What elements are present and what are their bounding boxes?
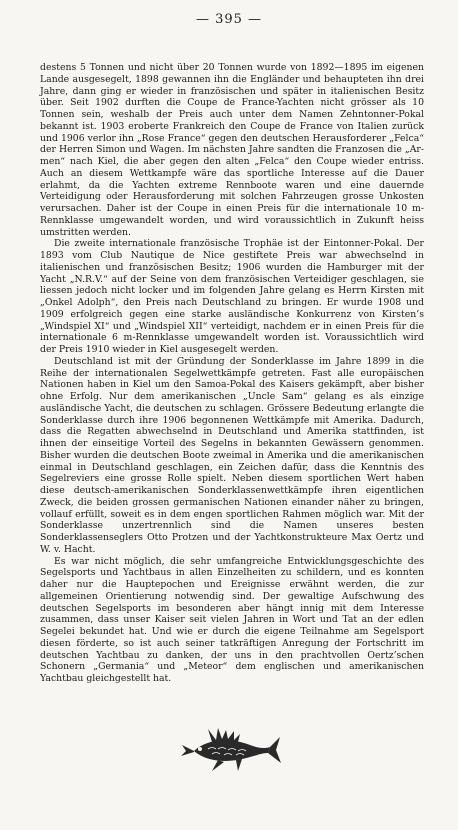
fish-tailpiece-icon — [178, 725, 282, 773]
body-text — [40, 62, 424, 685]
page-number: — 395 — — [195, 12, 263, 27]
paragraph-conclusion: Es war nicht möglich, die sehr umfangreiche Entwicklungsgeschichte des Segelsports und Yachtbaus in allen Einzelheiten zu schildern, und es konnten daher nur die Hauptepochen und Ereignisse erwähnt werden, die zur allgemeinen Orientierung notwendig sind. Der gewaltige Aufschwung des deutschen Segelsports im besonderen aber hängt innig mit dem Interesse zusammen, dass unser Kaiser seit vielen Jahren in Wort und Tat an der edlen Segelei bekundet hat. Und wie er durch die eigene Teilnahme am Segelsport diesen förderte, so ist auch seiner tatkräftigen Anregung der Fortschritt im deutschen Yachtbau zu danken, der uns in den prachtvollen Oertz’schen Schonern „Germania“ und „Meteor“ dem englischen und amerikanischen Yachtbau gleichgestellt hat. — [40, 555, 424, 684]
paragraph-eintonner-pokal: Die zweite internationale französische Trophäe ist der Eintonner-Pokal. Der 1893 vom Club Nautique de Nice gestiftete Preis war abwechselnd in italienischen und französischen Besitz; 1906 wurden die Hamburger mit der Yacht „N.R.V.“ auf der Seine von dem französischen Verteidiger geschlagen, sie liessen jedoch nicht locker und im folgenden Jahre gelang es Herrn Kirsten mit „Onkel Adolph“, den Preis nach Deutschland zu bringen. Er wurde 1908 und 1909 erfolgreich gegen eine starke ausländische Konkurrenz von Kirsten’s „Windspiel XI“ und „Windspiel XII“ verteidigt, nachdem er in einen Preis für die internationale 6 m-Rennklasse umgewandelt worden ist. Voraussichtlich wird der Preis 1910 wieder in Kiel ausgesegelt werden. — [40, 238, 424, 355]
paragraph-sonderklasse: Deutschland ist mit der Gründung der Sonderklasse im Jahre 1899 in die Reihe der internationalen Segelwettkämpfe getreten. Fast alle europäischen Nationen haben in Kiel um den Samoa-Pokal des Kaisers gekämpft, aber bisher ohne Erfolg. Nur dem amerikanischen „Uncle Sam“ gelang es als einzige ausländische Yacht, die deutschen zu schlagen. Grössere Bedeutung erlangte die Sonderklasse durch ihre 1906 begonnenen Wettkämpfe mit Amerika. Dadurch, dass die Regatten abwechselnd in Deutschland und Amerika stattfinden, ist ihnen der einseitige Vorteil des Segelns in bekannten Gewässern genommen. Bisher wurden die deutschen Boote zweimal in Amerika und die amerikanischen einmal in Deutschland geschlagen, ein Zeichen dafür, dass die Kenntnis des Segelreviers eine grosse Rolle spielt. Neben diesem sportlichen Wert haben diese deutsch-amerikanischen Sonderklassenwettkämpfe ihren eigentlichen Zweck, die beiden grossen germanischen Nationen einander näher zu bringen, vollauf erfüllt, soweit es in dem engen sportlichen Rahmen möglich war. Mit der Sonderklasse unzertrennlich sind die Namen unseres besten Sonderklassenseglers Otto Protzen und der Yachtkonstrukteure Max Oertz und W. v. Hacht. — [40, 355, 424, 555]
paragraph-coupe-de-france: destens 5 Tonnen und nicht über 20 Tonnen wurde von 1892—1895 im eigenen Lande ausgesegelt, 1898 gewannen ihn die Engländer und behaupteten ihn drei Jahre, dann ging er wieder in französischen und später in italienischen Besitz über. Seit 1902 durften die Coupe de France-Yachten nicht grösser als 10 Tonnen sein, weshalb der Preis auch unter dem Namen Zehntonner-Pokal bekannt ist. 1903 eroberte Frankreich den Coupe de France von Italien zurück und 1906 verlor ihn „Rose France“ gegen den deutschen Herausforderer „Felca“ der Herren Simon und Wagen. Im nächsten Jahre sandten die Franzosen die „Ar-men“ nach Kiel, die aber gegen den alten „Felca“ den Coupe wieder entriss. Auch an diesem Wettkampfe wäre das sportliche Interesse auf die Dauer erlahmt, da die Yachten extreme Rennboote waren und eine dauernde Verteidigung oder Herausforderung mit solchen Fahrzeugen grosse Unkosten verursachen. Daher ist der Coupe in einen Preis für die internationale 10 m-Rennklasse umgewandelt worden, und wird voraussichtlich in Zukunft heiss umstritten werden. — [40, 62, 424, 238]
